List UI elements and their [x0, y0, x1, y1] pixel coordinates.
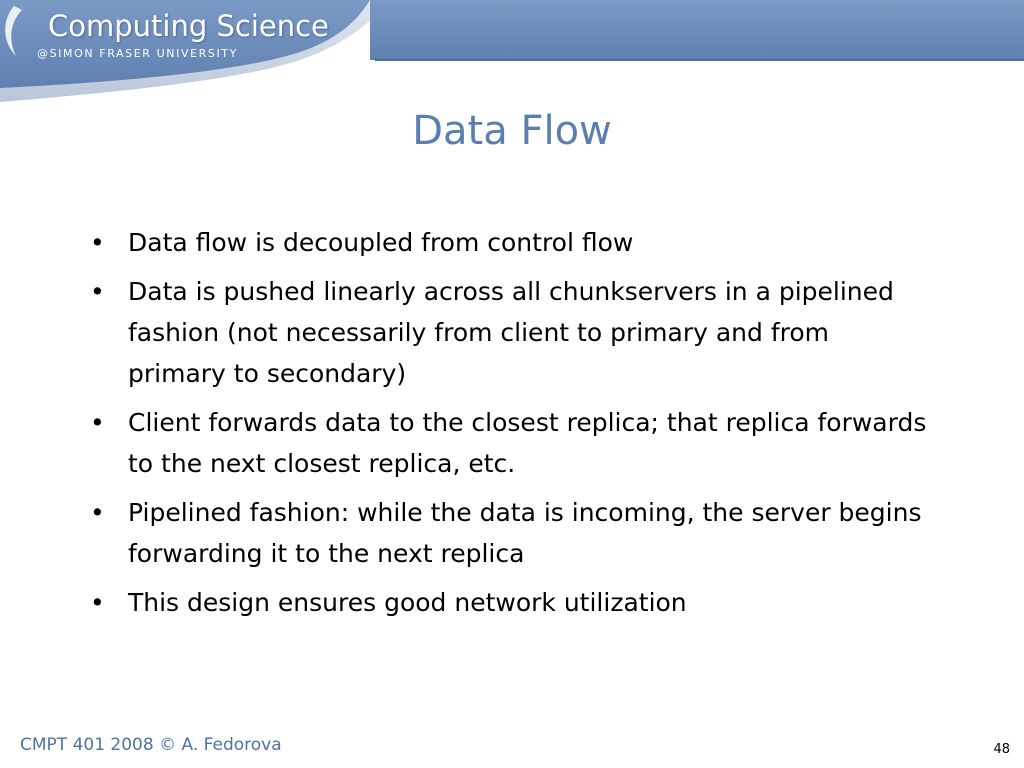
- bullet-dot: •: [90, 277, 105, 306]
- bullet-text: Client forwards data to the closest replica; that replica forwards to the next closest replica, etc.: [128, 408, 927, 478]
- bullet-item: [90, 582, 930, 623]
- bullet-dot: •: [90, 498, 105, 527]
- bullet-item: [90, 492, 930, 574]
- bullet-dot: •: [90, 588, 105, 617]
- bullet-list: [90, 222, 930, 631]
- page-number: 48: [993, 742, 1010, 757]
- footer-course-credit: CMPT 401 2008 © A. Fedorova: [20, 735, 282, 755]
- bullet-text: This design ensures good network utilization: [128, 588, 687, 617]
- bullet-item: [90, 222, 930, 263]
- bullet-item: [90, 402, 930, 484]
- header-band-right: [370, 0, 1024, 60]
- bullet-text: Data flow is decoupled from control flow: [128, 228, 634, 257]
- header-band-edge: [375, 59, 1024, 61]
- bullet-dot: •: [90, 408, 105, 437]
- slide-title: Data Flow: [412, 108, 612, 154]
- bullet-text: Pipelined fashion: while the data is incoming, the server begins forwarding it to the next replica: [128, 498, 922, 568]
- brand-subtitle: @SIMON FRASER UNIVERSITY: [37, 47, 238, 60]
- bullet-dot: •: [90, 228, 105, 257]
- bullet-text: Data is pushed linearly across all chunkservers in a pipelined fashion (not necessarily from client to primary and from primary to secondary): [128, 277, 894, 388]
- bullet-item: [90, 271, 930, 394]
- brand-title: Computing Science: [48, 9, 329, 43]
